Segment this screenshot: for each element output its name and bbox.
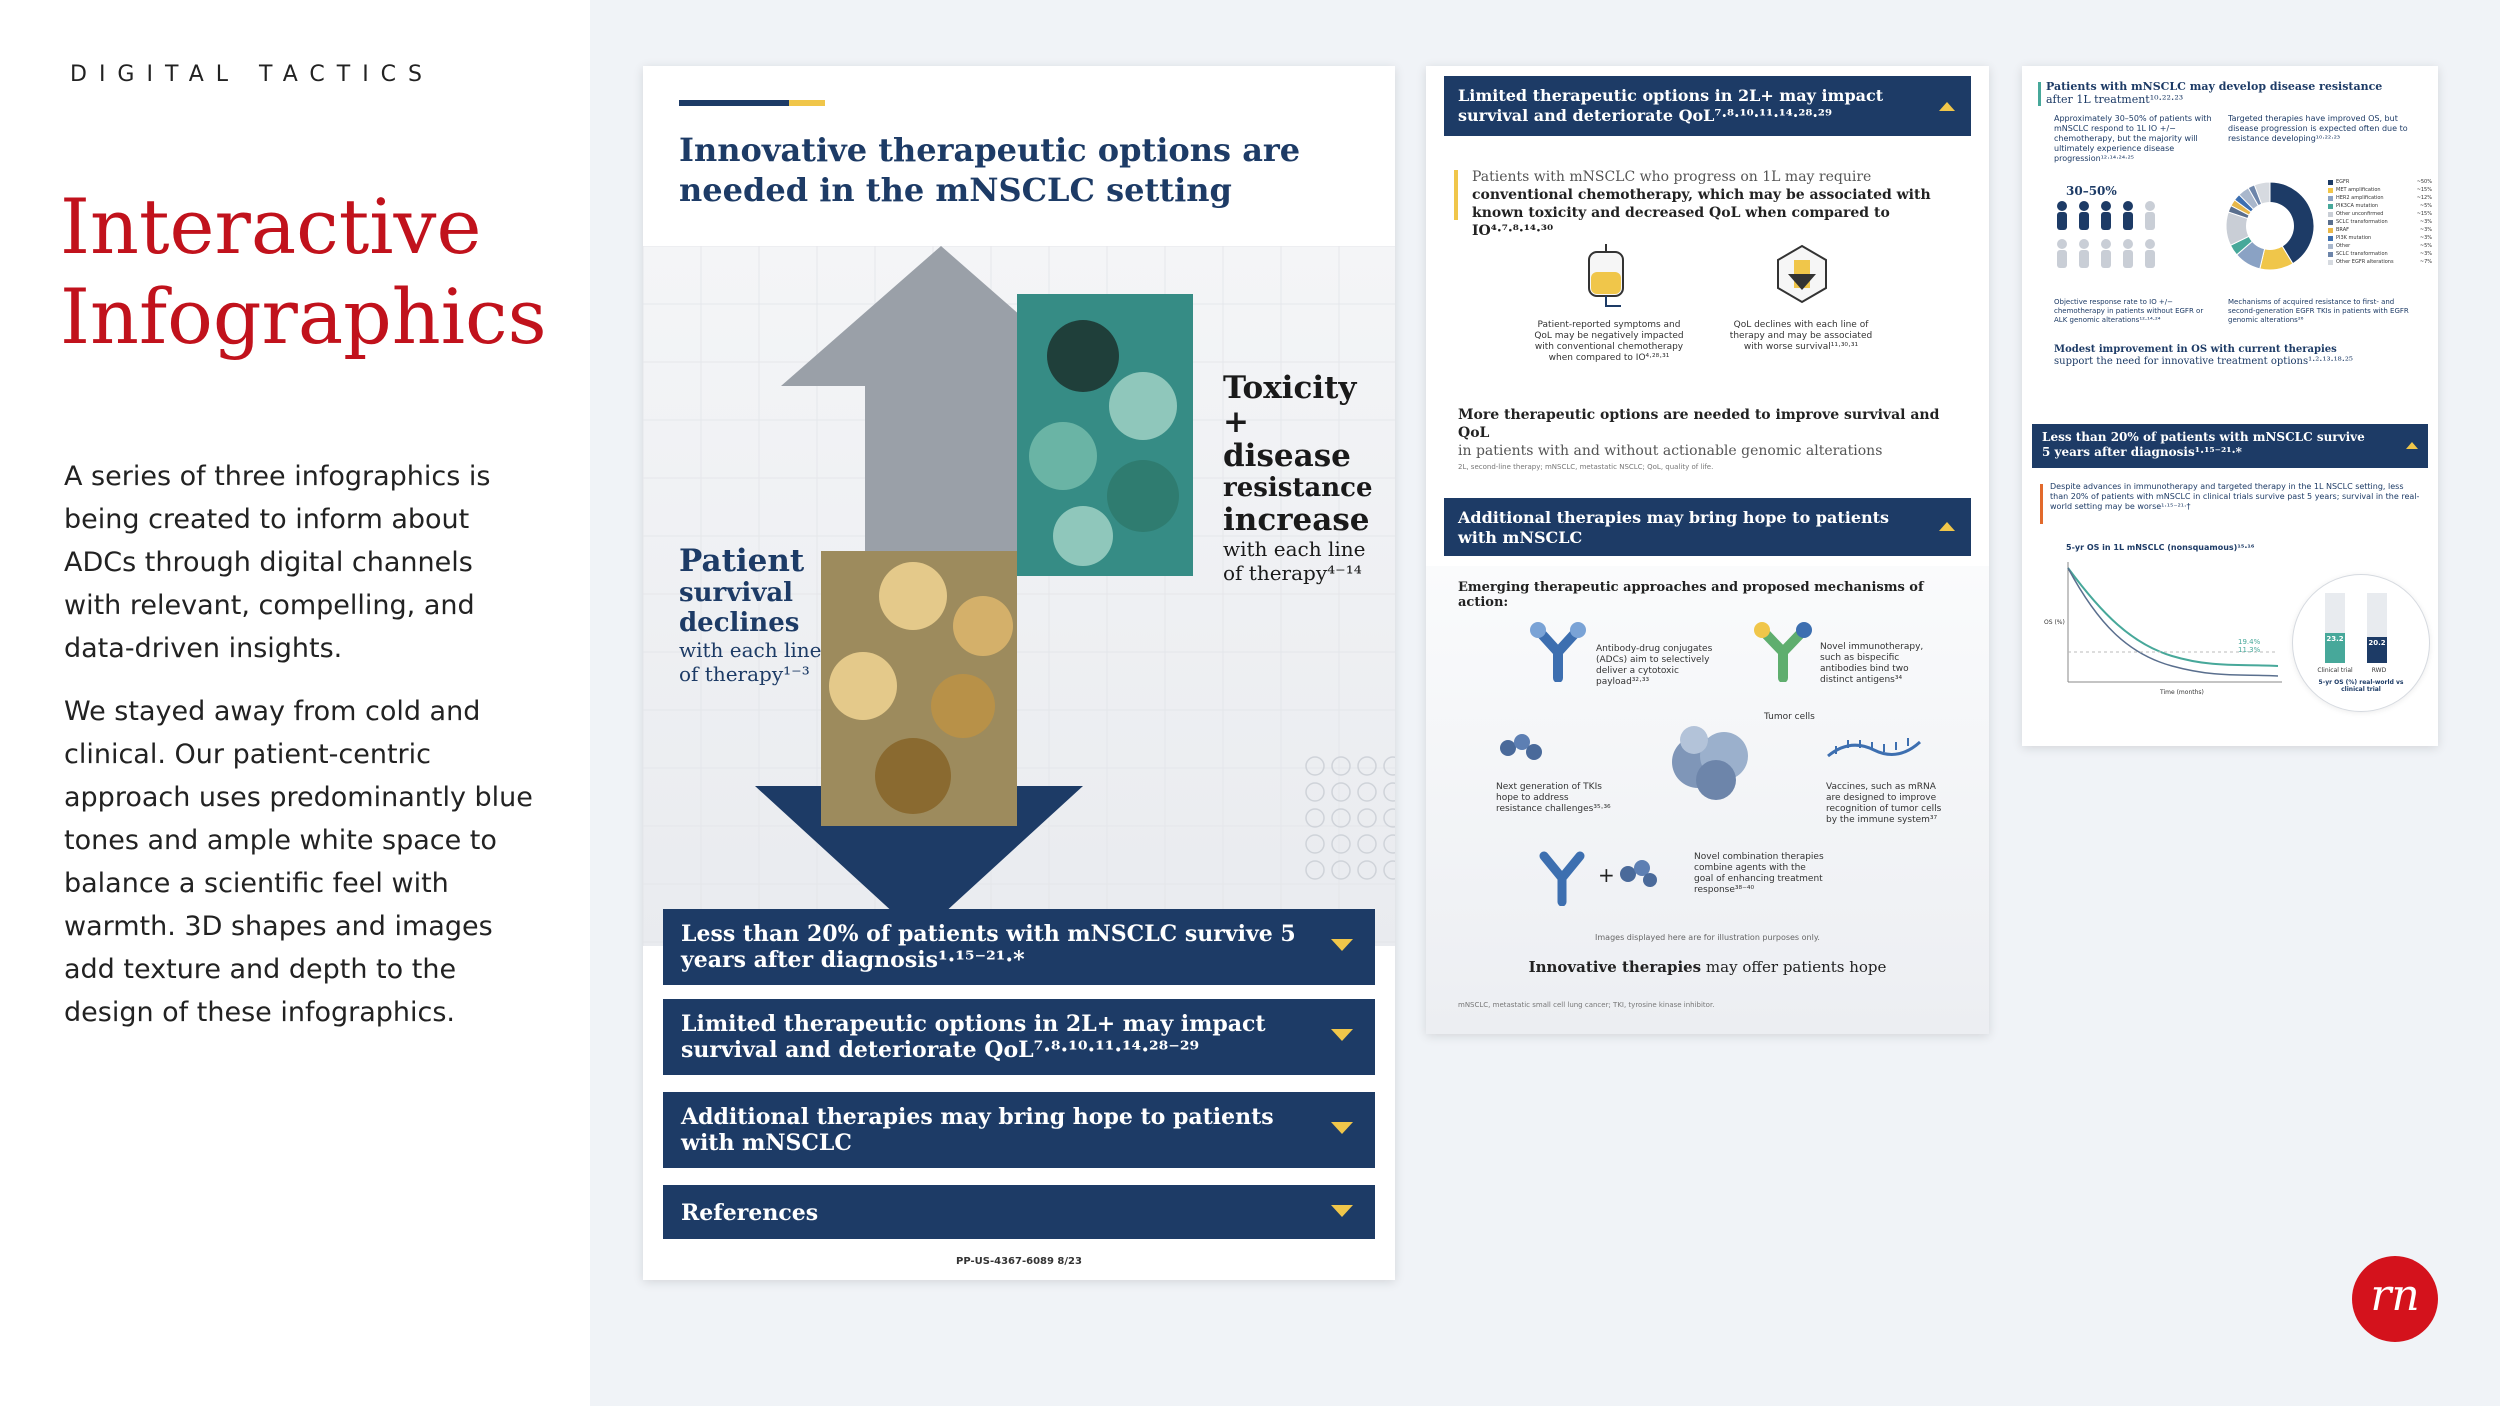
legend-item — [2328, 178, 2432, 186]
modest-rest: support the need for innovative treatment options¹·²·¹³·¹⁸·²⁵ — [2054, 356, 2353, 367]
legend-item — [2328, 186, 2432, 194]
patient-figures-icon — [2052, 200, 2162, 280]
section-rule-orange — [2040, 484, 2043, 524]
hope-rest: may offer patients hope — [1701, 958, 1887, 976]
os-y-label: OS (%) — [2044, 619, 2065, 626]
survival-line-3: declines — [679, 608, 800, 638]
os-value-a: 19.4% — [2238, 638, 2261, 646]
tki-caption: Next generation of TKIs hope to address resistance challenges³⁵·³⁶ — [1496, 782, 1611, 814]
mechanisms-caption: Mechanisms of acquired resistance to first- and second-generation EGFR TKIs in patients with EGFR genomic alterations²⁶ — [2228, 298, 2409, 324]
accordion-survival[interactable] — [663, 909, 1375, 985]
chemo-caption: Patient-reported symptoms and QoL may be negatively impacted with conventional chemotherapy when compared to IO⁴·²⁸·³¹ — [1534, 320, 1684, 363]
toxicity-line-3: resistance — [1223, 473, 1373, 503]
need-line-1: More therapeutic options are needed to improve survival and QoL — [1458, 407, 1940, 441]
adc-molecule-icon — [1526, 618, 1590, 682]
toxicity-line-1: Toxicity + — [1223, 370, 1357, 440]
legend-swatch — [2328, 204, 2333, 209]
image-disclaimer: Images displayed here are for illustration purposes only. — [1595, 933, 1820, 942]
hope-bold: Innovative therapies — [1528, 958, 1702, 976]
legend-label: SCLC transformation — [2336, 251, 2388, 257]
legend-value: ~3% — [2419, 251, 2432, 257]
qol-caption: QoL declines with each line of therapy and may be associated with worse survival¹¹·³⁰·³¹ — [1729, 320, 1873, 352]
accordion-label: Limited therapeutic options in 2L+ may impact survival and deteriorate QoL⁷·⁸·¹⁰·¹¹·¹⁴·²⁸⁻²⁹ — [681, 1011, 1266, 1063]
legend-swatch — [2328, 180, 2333, 185]
legend-item — [2328, 242, 2432, 250]
left-panel — [0, 0, 590, 1406]
accordion-limited-options-open[interactable] — [1444, 76, 1971, 136]
infographic-title: Innovative therapeutic options are needed in the mNSCLC setting — [679, 131, 1301, 209]
bar-value-b: 20.2 — [2368, 639, 2386, 647]
modest-improvement — [2054, 344, 2424, 368]
intro-line-1: Patients with mNSCLC who progress on 1L may require — [1472, 169, 1872, 185]
chevron-down-icon — [1331, 1029, 1353, 1041]
chevron-up-icon — [1939, 522, 1955, 531]
legend-value: ~3% — [2419, 235, 2432, 241]
legend-swatch — [2328, 236, 2333, 241]
accordion-additional-open[interactable] — [1444, 498, 1971, 556]
legend-item — [2328, 258, 2432, 266]
legend-value: ~3% — [2419, 227, 2432, 233]
legend-value: ~5% — [2419, 203, 2432, 209]
legend-value: ~15% — [2416, 211, 2432, 217]
legend-value: ~3% — [2419, 219, 2432, 225]
eyebrow-label: DIGITAL TACTICS — [70, 62, 435, 87]
logo-text: rn — [2370, 1270, 2420, 1321]
resistance-heading — [2046, 80, 2426, 106]
toxicity-line-2: disease — [1223, 438, 1351, 474]
legend-swatch — [2328, 260, 2333, 265]
title-line-1: Interactive — [60, 182, 482, 271]
vaccine-caption: Vaccines, such as mRNA are designed to improve recognition of tumor cells by the immune system³⁷ — [1826, 782, 1942, 825]
intro-line-2: conventional chemotherapy, which may be associated with — [1472, 187, 1931, 203]
legend-swatch — [2328, 220, 2333, 225]
legend-item — [2328, 194, 2432, 202]
legend-label: Other — [2336, 243, 2351, 249]
hope-statement — [1426, 958, 1989, 976]
rwd-comparison-callout — [2292, 574, 2430, 712]
donut-legend — [2328, 178, 2432, 266]
legend-label: Other unconfirmed — [2336, 211, 2384, 217]
toxicity-line-6: of therapy⁴⁻¹⁴ — [1223, 561, 1362, 585]
combo-caption: Novel combination therapies combine agents with the goal of enhancing treatment response³⁸⁻⁴⁰ — [1694, 852, 1824, 895]
os-x-label: Time (months) — [2160, 689, 2204, 696]
legend-label: SCLC transformation — [2336, 219, 2388, 225]
job-code: PP-US-4367-6089 8/23 — [956, 1256, 1082, 1267]
bar-track-b — [2367, 593, 2387, 663]
legend-swatch — [2328, 252, 2333, 257]
os-curve-chart — [2042, 554, 2292, 714]
need-line-2: in patients with and without actionable genomic alterations — [1458, 443, 1883, 459]
legend-label: Other EGFR alterations — [2336, 259, 2394, 265]
orr-caption: Objective response rate to IO +/− chemotherapy in patients without EGFR or ALK genomic alterations¹²·¹⁴·²⁴ — [2054, 298, 2204, 324]
accent-rule — [679, 100, 789, 106]
legend-label: EGFR — [2336, 179, 2350, 185]
combination-therapy-icon — [1536, 842, 1664, 906]
legend-item — [2328, 202, 2432, 210]
accordion-label: Additional therapies may bring hope to patients with mNSCLC — [681, 1104, 1274, 1156]
iv-bag-icon — [1581, 244, 1631, 310]
brand-logo — [2352, 1256, 2438, 1342]
accordion-label: Less than 20% of patients with mNSCLC survive 5 years after diagnosis¹·¹⁵⁻²¹·* — [2042, 430, 2365, 459]
legend-label: BRAF — [2336, 227, 2349, 233]
bar-label-b: RWD — [2371, 667, 2387, 674]
accordion-survival-open[interactable] — [2032, 424, 2428, 468]
legend-value: ~12% — [2416, 195, 2432, 201]
infographic-main[interactable] — [643, 66, 1395, 1280]
title-line-2: Infographics — [60, 272, 547, 361]
legend-item — [2328, 234, 2432, 242]
chevron-up-icon — [2406, 442, 2418, 449]
io-response-text: Approximately 30–50% of patients with mNSCLC respond to 1L IO +/− chemotherapy, but the majority will ultimately experience disease progression¹²·¹⁴·²⁴·²⁵ — [2054, 114, 2212, 163]
infographic-expanded-1[interactable] — [1426, 66, 1989, 1034]
bar-label-a: Clinical trial — [2317, 667, 2353, 674]
svg-text:+: + — [1598, 863, 1615, 887]
survival-line-5: of therapy¹⁻³ — [679, 662, 810, 686]
tumor-cells-icon — [1664, 718, 1760, 804]
legend-label: PI3K mutation — [2336, 235, 2372, 241]
legend-swatch — [2328, 188, 2333, 193]
chevron-down-icon — [1331, 939, 1353, 951]
accordion-label: References — [681, 1200, 819, 1226]
footnote-abbrev: 2L, second-line therapy; mNSCLC, metastatic NSCLC; QoL, quality of life. — [1458, 463, 1714, 471]
resistance-heading-bold: Patients with mNSCLC may develop disease resistance — [2046, 80, 2383, 93]
chevron-down-icon — [1331, 1205, 1353, 1217]
bar-caption: 5-yr OS (%) real-world vs clinical trial — [2318, 679, 2404, 693]
accordion-label: Limited therapeutic options in 2L+ may impact survival and deteriorate QoL⁷·⁸·¹⁰·¹¹·¹⁴·²⁸·²⁹ — [1458, 86, 1884, 125]
resistance-heading-rest: after 1L treatment¹⁰·²²·²³ — [2046, 93, 2184, 106]
accordion-label: Additional therapies may bring hope to patients with mNSCLC — [1458, 508, 1890, 547]
emerging-heading: Emerging therapeutic approaches and proposed mechanisms of action: — [1458, 580, 1924, 610]
legend-swatch — [2328, 228, 2333, 233]
targeted-text: Targeted therapies have improved OS, but disease progression is expected often due to resistance developing¹⁰·²²·²³ — [2228, 114, 2408, 143]
tki-molecule-icon — [1496, 730, 1546, 766]
footnote-abbrev-2: mNSCLC, metastatic small cell lung cancer; TKI, tyrosine kinase inhibitor. — [1458, 1001, 1715, 1009]
toxicity-label — [1223, 371, 1393, 585]
limited-intro — [1472, 168, 1972, 240]
accent-rule-gold — [789, 100, 825, 106]
legend-value: ~15% — [2416, 187, 2432, 193]
bar-track-a — [2325, 593, 2345, 663]
modest-bold: Modest improvement in OS with current therapies — [2054, 344, 2337, 355]
legend-item — [2328, 250, 2432, 258]
legend-item — [2328, 218, 2432, 226]
legend-label: MET amplification — [2336, 187, 2381, 193]
accordion-additional-therapies[interactable] — [663, 1092, 1375, 1168]
legend-value: ~5% — [2419, 243, 2432, 249]
legend-swatch — [2328, 196, 2333, 201]
survival-line-2: survival — [679, 578, 794, 608]
mrna-strand-icon — [1826, 734, 1922, 764]
accordion-references[interactable] — [663, 1185, 1375, 1239]
survival-line-1: Patient — [679, 543, 805, 579]
immuno-caption: Novel immunotherapy, such as bispecific antibodies bind two distinct antigens³⁴ — [1820, 642, 1924, 685]
os-value-b: 11.3% — [2238, 646, 2261, 654]
legend-value: ~7% — [2419, 259, 2432, 265]
tumor-caption: Tumor cells — [1764, 712, 1815, 722]
adc-caption: Antibody-drug conjugates (ADCs) aim to selectively deliver a cytotoxic payload³²·³³ — [1596, 644, 1713, 687]
legend-swatch — [2328, 244, 2333, 249]
legend-value: ~50% — [2416, 179, 2432, 185]
legend-item — [2328, 210, 2432, 218]
chevron-up-icon — [1939, 102, 1955, 111]
os-chart-title: 5-yr OS in 1L mNSCLC (nonsquamous)¹⁵·¹⁶ — [2066, 543, 2255, 552]
survival-label — [679, 544, 849, 686]
page-title — [60, 182, 580, 362]
bar-value-a: 23.2 — [2326, 635, 2344, 643]
accordion-label: Less than 20% of patients with mNSCLC survive 5 years after diagnosis¹·¹⁵⁻²¹·* — [681, 921, 1296, 973]
legend-label: HER2 amplification — [2336, 195, 2384, 201]
despite-text: Despite advances in immunotherapy and targeted therapy in the 1L NSCLC setting, less than 20% of patients with mNSCLC in clinical trials survive past 5 years; survival in the real-world setting may be worse¹·¹⁵⁻²¹·† — [2050, 482, 2420, 511]
toxicity-line-5: with each line — [1223, 537, 1366, 561]
infographic-expanded-2[interactable] — [2022, 66, 2438, 746]
legend-label: PIK3CA mutation — [2336, 203, 2379, 209]
intro-paragraph-1: A series of three infographics is being created to inform about ADCs through digital channels with relevant, compelling, and data-driven insights. — [64, 461, 491, 664]
resistance-donut — [2222, 178, 2318, 274]
accordion-limited-options[interactable] — [663, 999, 1375, 1075]
intro-paragraph-2: We stayed away from cold and clinical. Our patient-centric approach uses predominantly blue tones and ample white space to balance a scientific feel with warmth. 3D shapes and images add texture and depth to the design of these infographics. — [64, 696, 533, 1028]
section-rule — [2038, 82, 2041, 106]
intro-line-3: known toxicity and decreased QoL when compared to IO⁴·⁷·⁸·¹⁴·³⁰ — [1472, 205, 1890, 239]
need-statement — [1458, 406, 1968, 460]
legend-swatch — [2328, 212, 2333, 217]
bispecific-antibody-icon — [1750, 618, 1816, 682]
quote-rule — [1454, 170, 1458, 220]
toxicity-line-4: increase — [1223, 502, 1370, 538]
chevron-down-icon — [1331, 1122, 1353, 1134]
legend-item — [2328, 226, 2432, 234]
qol-decline-icon — [1774, 244, 1830, 304]
survival-line-4: with each line — [679, 638, 822, 662]
pct-label: 30–50% — [2066, 184, 2117, 198]
